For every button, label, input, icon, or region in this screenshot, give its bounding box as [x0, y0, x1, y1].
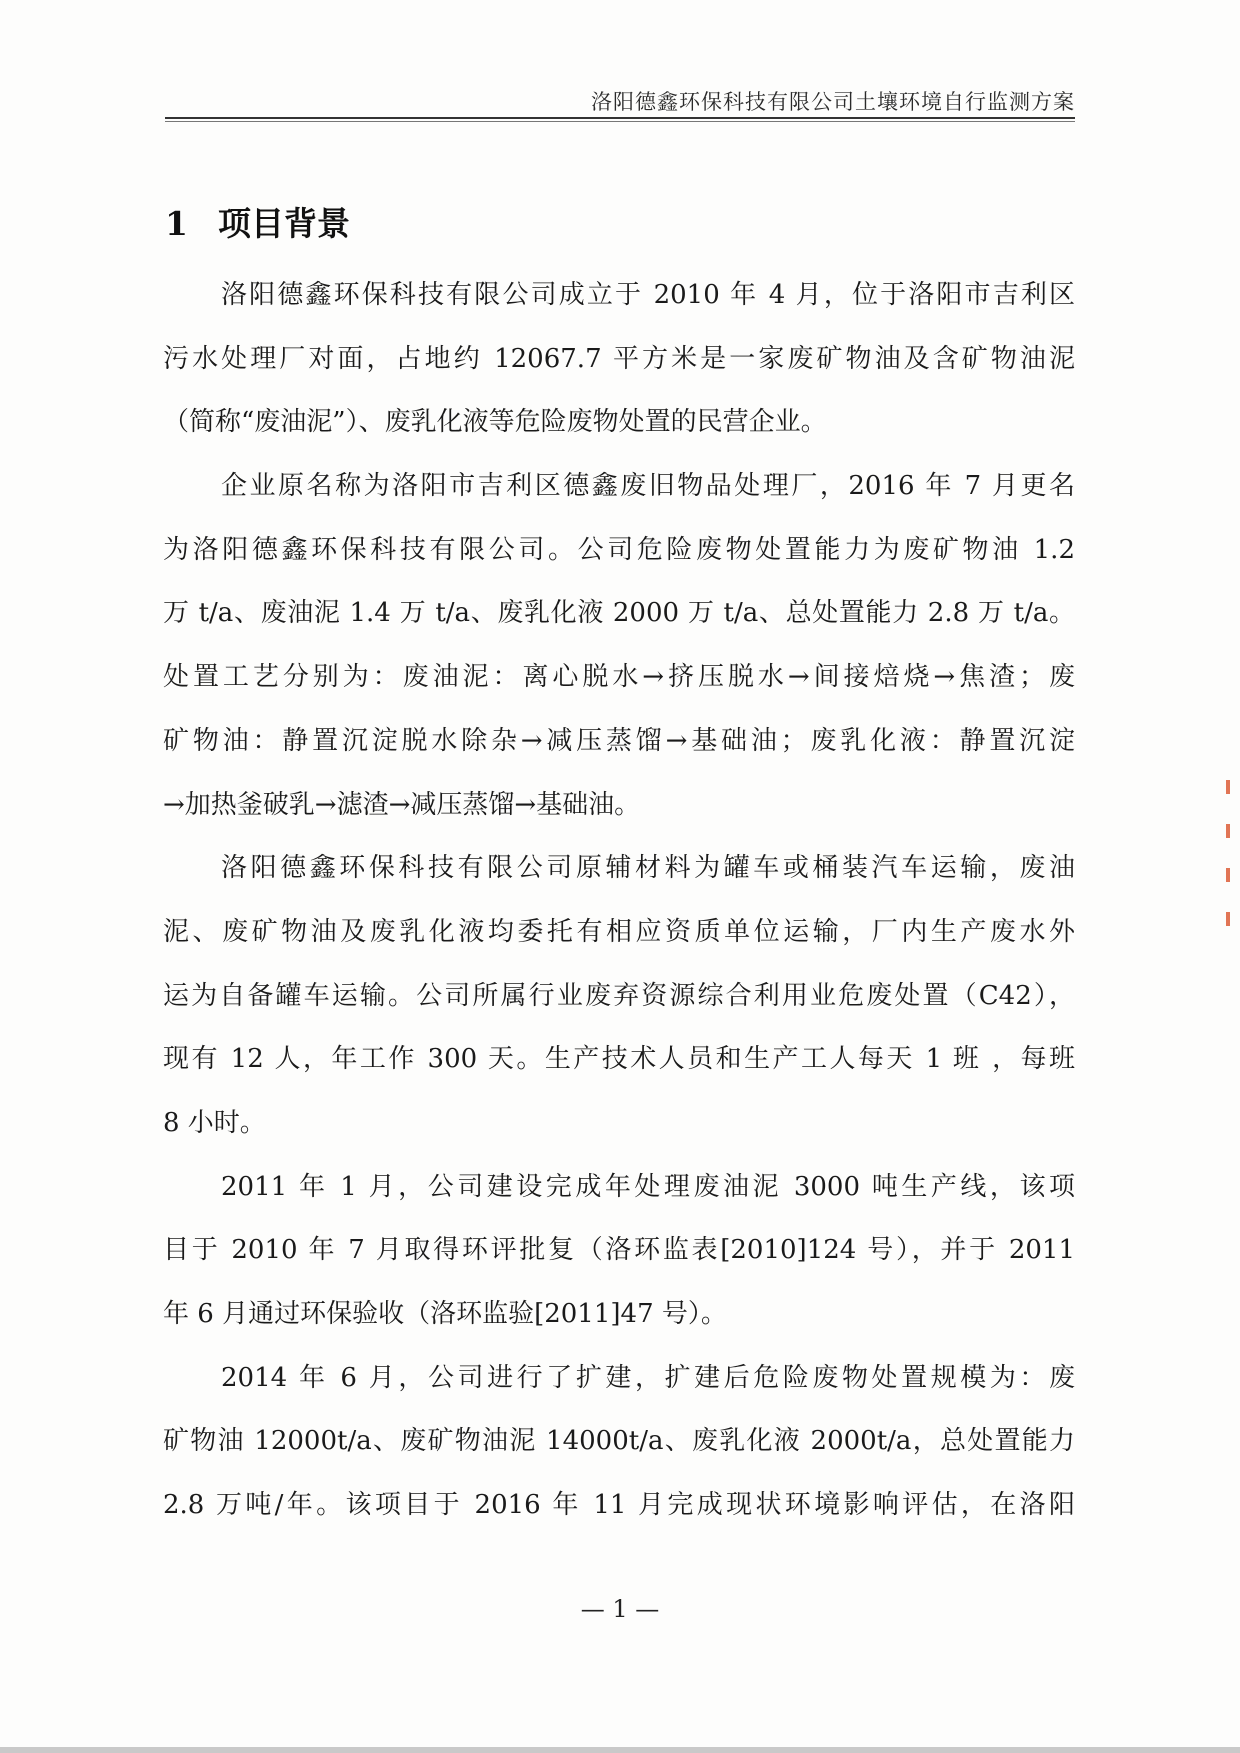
- paragraph-line: 万 t/a、废油泥 1.4 万 t/a、废乳化液 2000 万 t/a、总处置能力 2.8 万 t/a。: [163, 598, 1075, 629]
- binding-mark: [1226, 868, 1230, 882]
- binding-mark: [1226, 912, 1230, 926]
- paragraph-line: 为洛阳德鑫环保科技有限公司。公司危险废物处置能力为废矿物油 1.2: [163, 534, 1075, 565]
- paragraph-line: →加热釜破乳→滤渣→减压蒸馏→基础油。: [163, 789, 641, 820]
- binding-mark: [1226, 780, 1230, 794]
- paragraph-1: [163, 264, 1075, 455]
- paragraph-line: 2.8 万吨/年。该项目于 2016 年 11 月完成现状环境影响评估，在洛阳: [163, 1490, 1075, 1521]
- header-rule-thin: [165, 121, 1075, 122]
- paragraph-line: （简称“废油泥”）、废乳化液等危险废物处置的民营企业。: [163, 407, 827, 438]
- paragraph-4: [163, 1156, 1075, 1347]
- paragraph-line: 目于 2010 年 7 月取得环评批复（洛环监表[2010]124 号），并于 2011: [163, 1235, 1075, 1266]
- paragraph-line: 现有 12 人，年工作 300 天。生产技术人员和生产工人每天 1 班 ，每班: [163, 1044, 1075, 1075]
- paragraph-line: 8 小时。: [163, 1107, 266, 1138]
- paragraph-line: 泥、废矿物油及废乳化液均委托有相应资质单位运输，厂内生产废水外: [163, 916, 1075, 947]
- paragraph-5: [163, 1347, 1075, 1538]
- binding-mark: [1226, 824, 1230, 838]
- paragraph-line: 洛阳德鑫环保科技有限公司原辅材料为罐车或桶装汽车运输，废油: [221, 853, 1075, 884]
- page-number: — 1 —: [580, 1595, 660, 1623]
- scan-edge: [0, 1747, 1240, 1753]
- running-header: 洛阳德鑫环保科技有限公司土壤环境自行监测方案: [591, 90, 1075, 114]
- header-rule: [165, 117, 1075, 119]
- paragraph-line: 处置工艺分别为：废油泥：离心脱水→挤压脱水→间接焙烧→焦渣；废: [163, 662, 1075, 693]
- binding-marks: [1226, 780, 1232, 956]
- section-number: 1: [165, 204, 188, 243]
- paragraph-line: 洛阳德鑫环保科技有限公司成立于 2010 年 4 月，位于洛阳市吉利区: [221, 280, 1075, 310]
- paragraph-line: 2011 年 1 月，公司建设完成年处理废油泥 3000 吨生产线，该项: [221, 1171, 1075, 1202]
- section-heading: [165, 198, 350, 245]
- paragraph-line: 企业原名称为洛阳市吉利区德鑫废旧物品处理厂，2016 年 7 月更名: [221, 471, 1075, 502]
- section-title: 项目背景: [218, 204, 350, 243]
- body-text: [163, 264, 1075, 1538]
- paragraph-line: 年 6 月通过环保验收（洛环监验[2011]47 号）。: [163, 1299, 727, 1329]
- paragraph-line: 污水处理厂对面，占地约 12067.7 平方米是一家废矿物油及含矿物油泥: [163, 343, 1075, 374]
- paragraph-3: [163, 837, 1075, 1155]
- paragraph-line: 运为自备罐车运输。公司所属行业废弃资源综合利用业危废处置（C42），: [163, 980, 1075, 1011]
- paragraph-2: [163, 455, 1075, 837]
- paragraph-line: 2014 年 6 月，公司进行了扩建，扩建后危险废物处置规模为：废: [221, 1362, 1075, 1393]
- paragraph-line: 矿物油 12000t/a、废矿物油泥 14000t/a、废乳化液 2000t/a，总处置能力: [163, 1426, 1075, 1457]
- paragraph-line: 矿物油：静置沉淀脱水除杂→减压蒸馏→基础油；废乳化液：静置沉淀: [163, 725, 1075, 756]
